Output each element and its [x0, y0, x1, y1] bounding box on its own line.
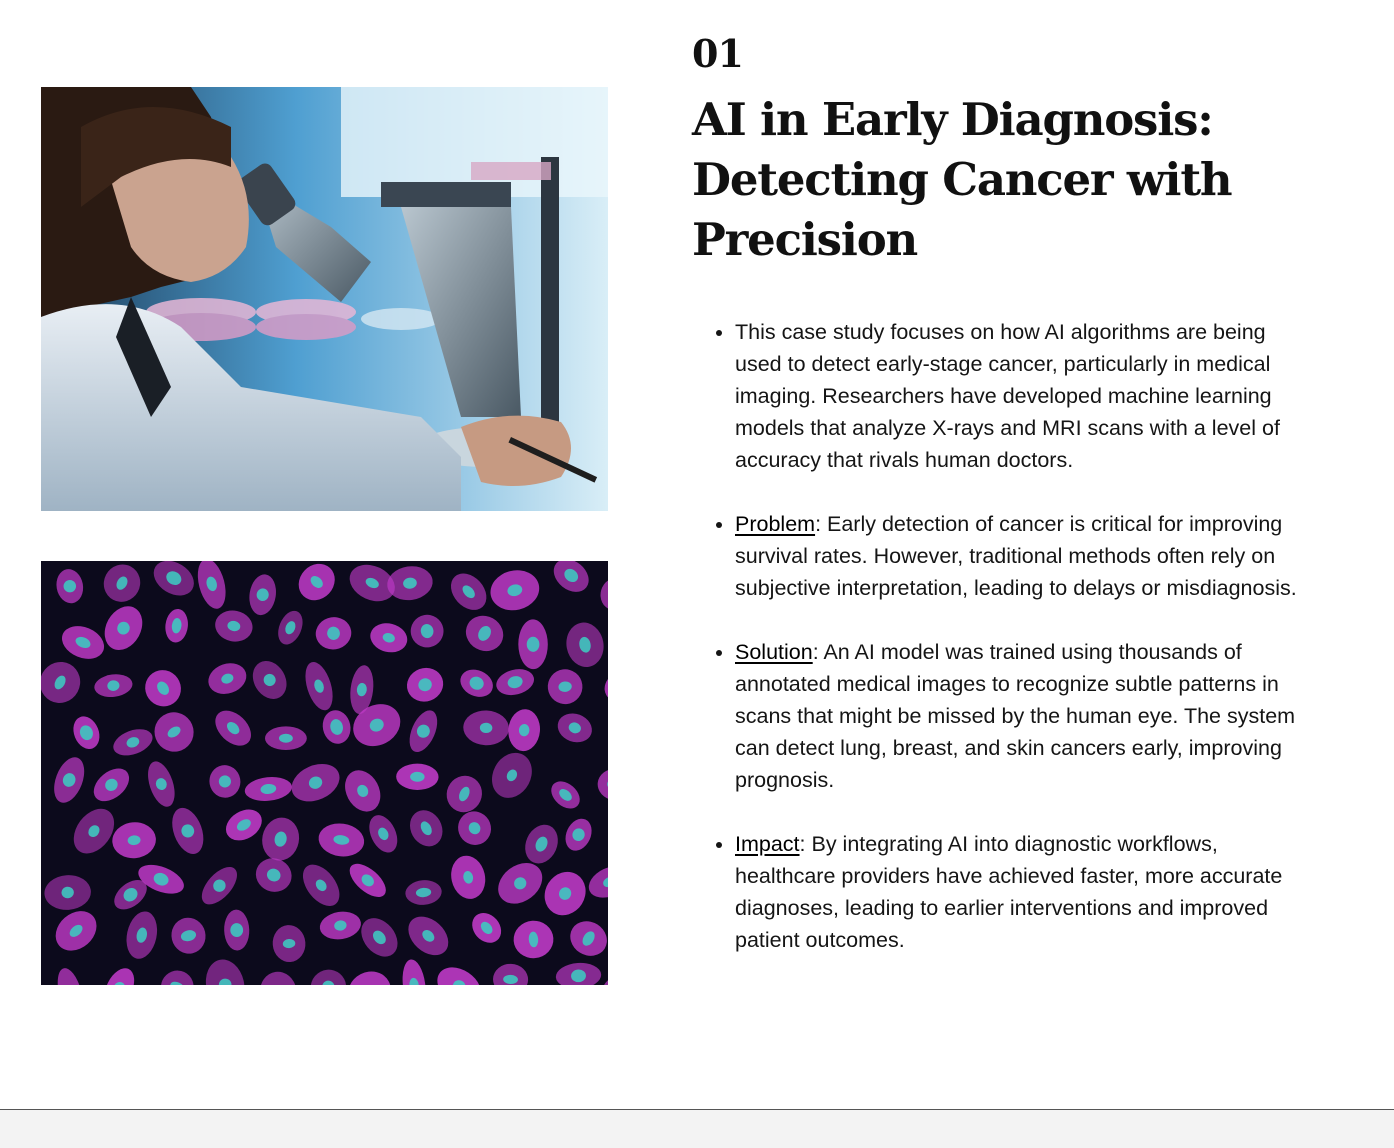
section-title: AI in Early Diagnosis: Detecting Cancer with Precision — [692, 93, 1232, 266]
case-study-bullet-list — [692, 316, 1305, 956]
fluorescent-cells-illustration — [41, 561, 608, 985]
bullet-impact-text: : By integrating AI into diagnostic workflows, healthcare providers have achieved faster, more accurate diagnoses, leading to earlier interventions and improved patient outcomes. — [735, 832, 1283, 952]
bullet-problem-text: : Early detection of cancer is critical for improving survival rates. However, traditional methods often rely on subjective interpretation, leading to delays or misdiagnosis. — [735, 512, 1297, 600]
fluorescent-cells-micrograph — [41, 561, 608, 985]
section-number: 01 — [692, 31, 743, 76]
footer-bar — [0, 1110, 1394, 1148]
bullet-intro — [735, 316, 1305, 476]
bullet-solution — [735, 636, 1305, 796]
case-study-content — [692, 28, 1332, 988]
bullet-problem — [735, 508, 1305, 604]
microscope-researcher-illustration — [41, 87, 608, 511]
bullet-intro-text: This case study focuses on how AI algorithms are being used to detect early-stage cancer, particularly in medical imaging. Researchers have developed machine learning models that analyze X-rays and MRI scans with a level of accuracy that rivals human doctors. — [735, 320, 1280, 472]
bullet-impact — [735, 828, 1305, 956]
problem-link[interactable]: Problem — [735, 512, 816, 536]
microscope-researcher-photo — [41, 87, 608, 511]
solution-link[interactable]: Solution — [735, 640, 813, 664]
impact-link[interactable]: Impact — [735, 832, 800, 856]
bullet-solution-text: : An AI model was trained using thousands of annotated medical images to recognize subtle patterns in scans that might be missed by the human eye. The system can detect lung, breast, and skin cancers early, improving prognosis. — [735, 640, 1296, 792]
